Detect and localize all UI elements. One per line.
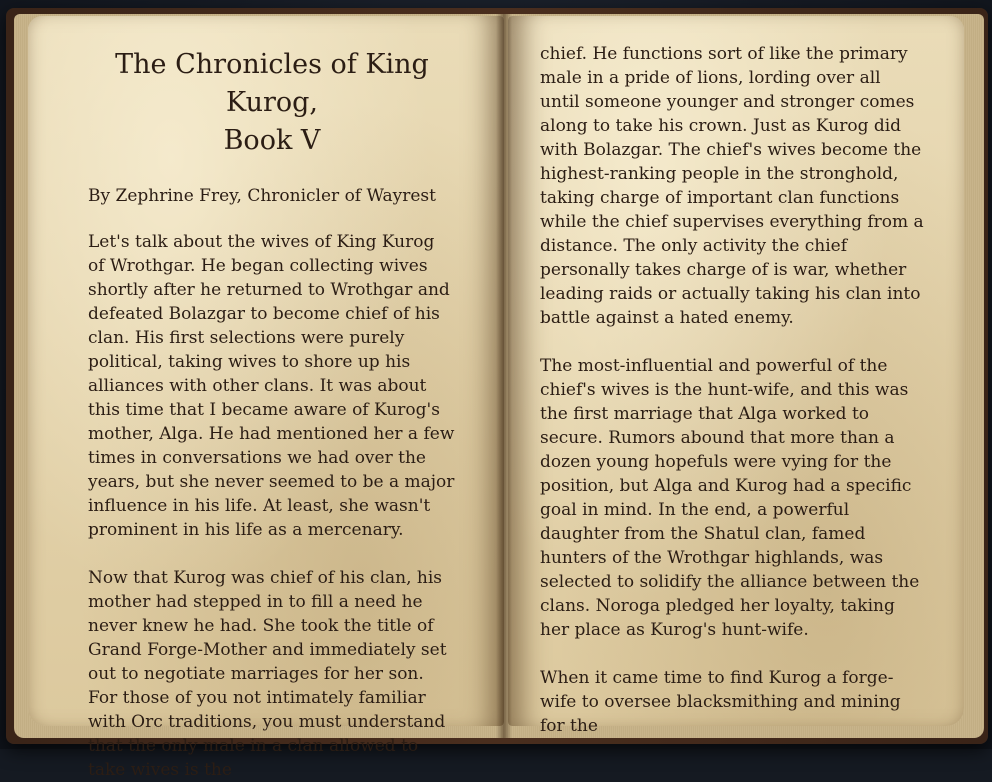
book-title bbox=[88, 46, 456, 160]
left-paragraph-2: Now that Kurog was chief of his clan, his mother had stepped in to fill a need he never knew he had. She took the title of Grand Forge-Mother and immediately set out to negotiate marriages for her son. For those of you not intimately familiar with Orc traditions, you must understand that the only male in a clan allowed to take wives is the bbox=[88, 568, 447, 780]
book-gutter bbox=[496, 14, 512, 738]
right-paragraph-2: The most-influential and powerful of the chief's wives is the hunt-wife, and this was the first marriage that Alga worked to secure. Rumors abound that more than a dozen young hopefuls were vying for the position, but Alga and Kurog had a specific goal in mind. In the end, a powerful daughter from the Shatul clan, famed hunters of the Wrothgar highlands, was selected to solidify the alliance between the clans. Noroga pledged her loyalty, taking her place as Kurog's hunt-wife. bbox=[540, 356, 920, 640]
right-paragraph-1: chief. He functions sort of like the primary male in a pride of lions, lording over all until someone younger and stronger comes along to take his crown. Just as Kurog did with Bolazgar. The chief's wives become the highest-ranking people in the stronghold, taking charge of important clan functions while the chief supervises everything from a distance. The only activity the chief personally takes charge of is war, whether leading raids or actually taking his clan into battle against a hated enemy. bbox=[540, 44, 924, 328]
left-page bbox=[28, 16, 504, 780]
book-title-line1: The Chronicles of King Kurog, bbox=[115, 49, 429, 118]
right-page bbox=[508, 16, 964, 736]
book-title-line2: Book V bbox=[223, 125, 321, 156]
left-paragraph-1: Let's talk about the wives of King Kurog of Wrothgar. He began collecting wives shortly after he returned to Wrothgar and defeated Bolazgar to become chief of his clan. His first selections were purely political, taking wives to shore up his alliances with other clans. It was about this time that I became aware of Kurog's mother, Alga. He had mentioned her a few times in conversations we had over the years, but she never seemed to be a major influence in his life. At least, she wasn't prominent in his life as a mercenary. bbox=[88, 232, 455, 540]
book-byline: By Zephrine Frey, Chronicler of Wayrest bbox=[88, 186, 436, 206]
right-paragraph-3: When it came time to find Kurog a forge-wife to oversee blacksmithing and mining for the bbox=[540, 668, 901, 736]
